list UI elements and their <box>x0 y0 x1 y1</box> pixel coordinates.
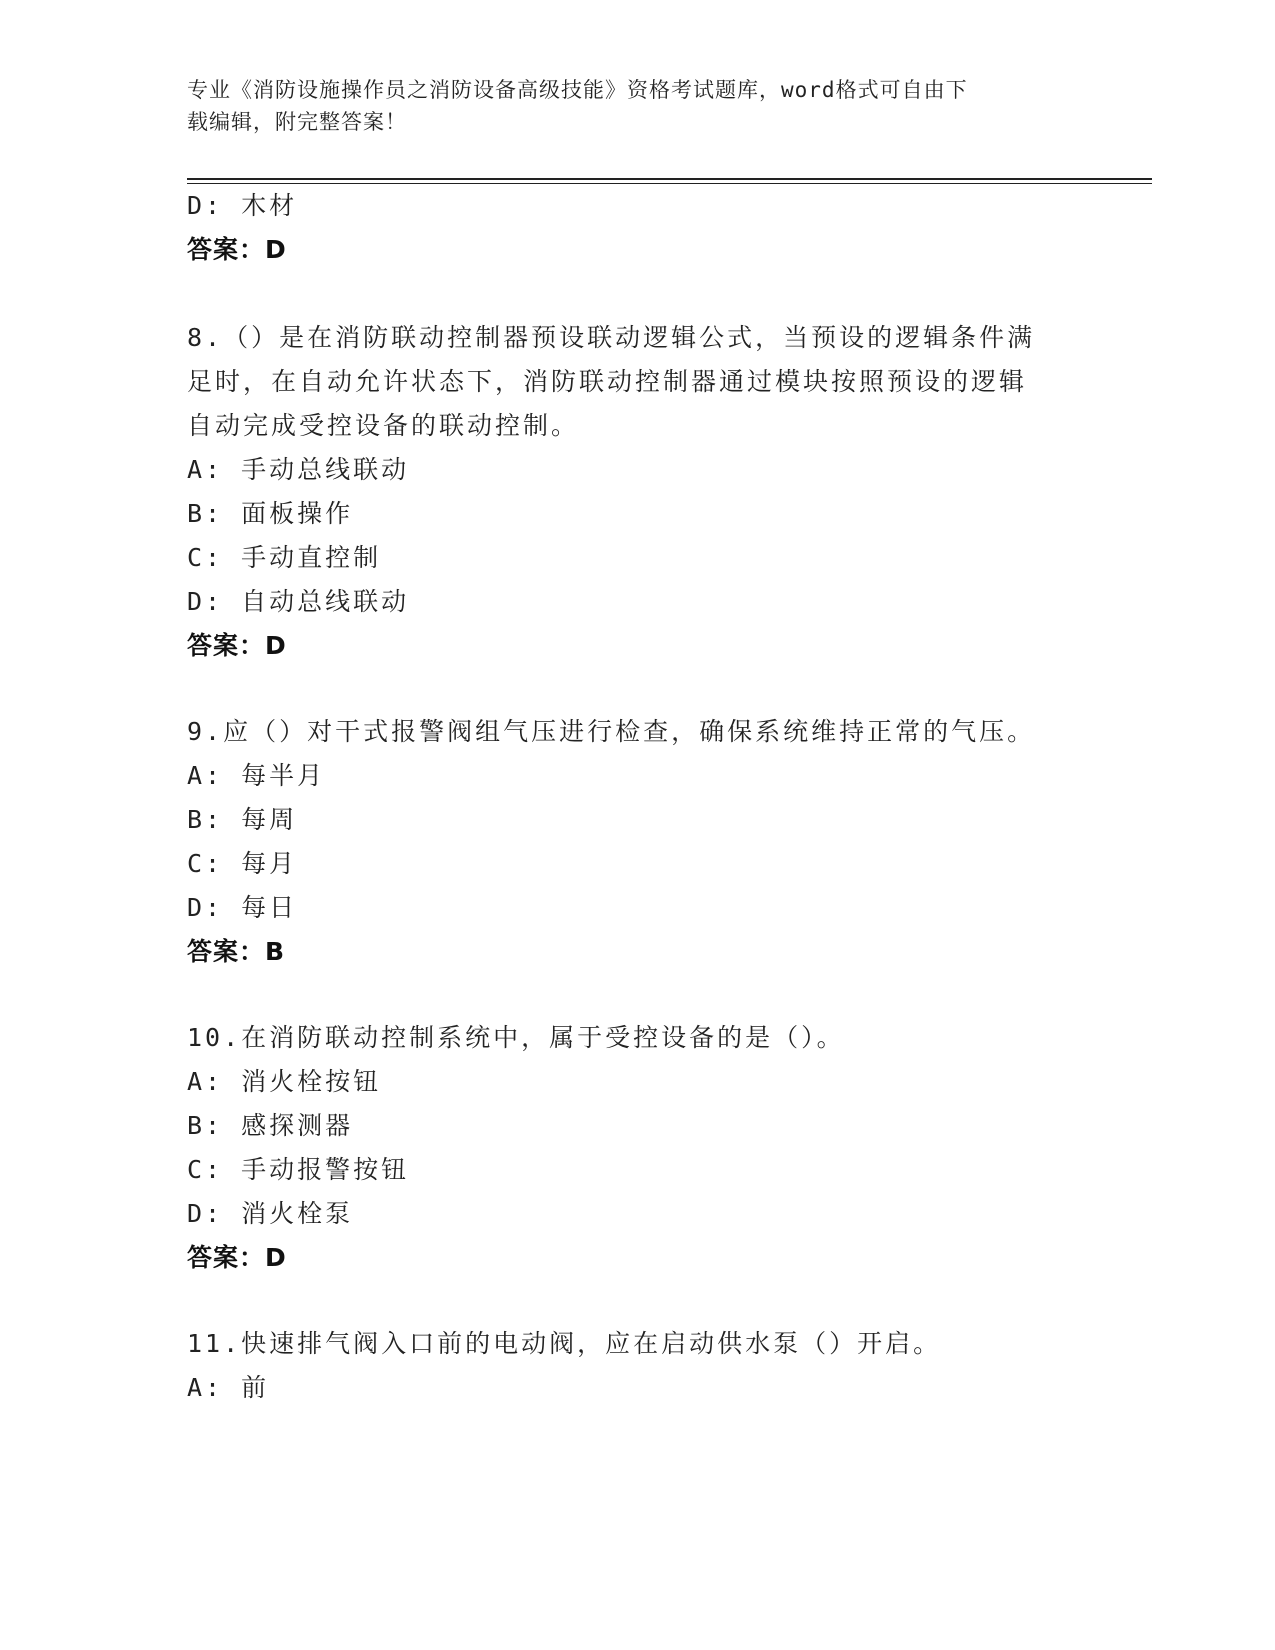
q10-option-b: B: 感探测器 <box>187 1111 354 1140</box>
q9-option-a: A: 每半月 <box>187 761 326 790</box>
header-divider-thin <box>187 183 1152 184</box>
q9-option-c: C: 每月 <box>187 849 298 878</box>
q8-answer: 答案：D <box>187 631 287 660</box>
q9-option-d: D: 每日 <box>187 893 298 922</box>
q7-option-d: D: 木材 <box>187 191 298 220</box>
q11-option-a: A: 前 <box>187 1373 270 1402</box>
q8-option-b: B: 面板操作 <box>187 499 354 528</box>
q10-option-d: D: 消火栓泵 <box>187 1199 354 1228</box>
document-header <box>187 74 1087 138</box>
q9-option-b: B: 每周 <box>187 805 298 834</box>
q8-stem-line-1: 8.（）是在消防联动控制器预设联动逻辑公式，当预设的逻辑条件满 <box>187 323 1036 352</box>
q9-stem-line-1: 9.应（）对干式报警阀组气压进行检查，确保系统维持正常的气压。 <box>187 717 1036 746</box>
q8-option-c: C: 手动直控制 <box>187 543 382 572</box>
q7-answer: 答案：D <box>187 235 287 264</box>
q8-stem-line-2: 足时，在自动允许状态下，消防联动控制器通过模块按照预设的逻辑 <box>187 367 1028 396</box>
header-line-1: 专业《消防设施操作员之消防设备高级技能》资格考试题库，word格式可自由下 <box>187 78 968 102</box>
q10-option-c: C: 手动报警按钮 <box>187 1155 410 1184</box>
q8-option-d: D: 自动总线联动 <box>187 587 410 616</box>
q8-option-a: A: 手动总线联动 <box>187 455 410 484</box>
q8-stem-line-3: 自动完成受控设备的联动控制。 <box>187 411 580 440</box>
q10-option-a: A: 消火栓按钮 <box>187 1067 382 1096</box>
q11-stem-line-1: 11.快速排气阀入口前的电动阀，应在启动供水泵（）开启。 <box>187 1329 942 1358</box>
q10-stem-line-1: 10.在消防联动控制系统中，属于受控设备的是（）。 <box>187 1023 845 1052</box>
q10-answer: 答案：D <box>187 1243 287 1272</box>
q9-answer: 答案：B <box>187 937 286 966</box>
header-divider-thick <box>187 178 1152 180</box>
header-line-2: 载编辑，附完整答案！ <box>187 110 407 134</box>
